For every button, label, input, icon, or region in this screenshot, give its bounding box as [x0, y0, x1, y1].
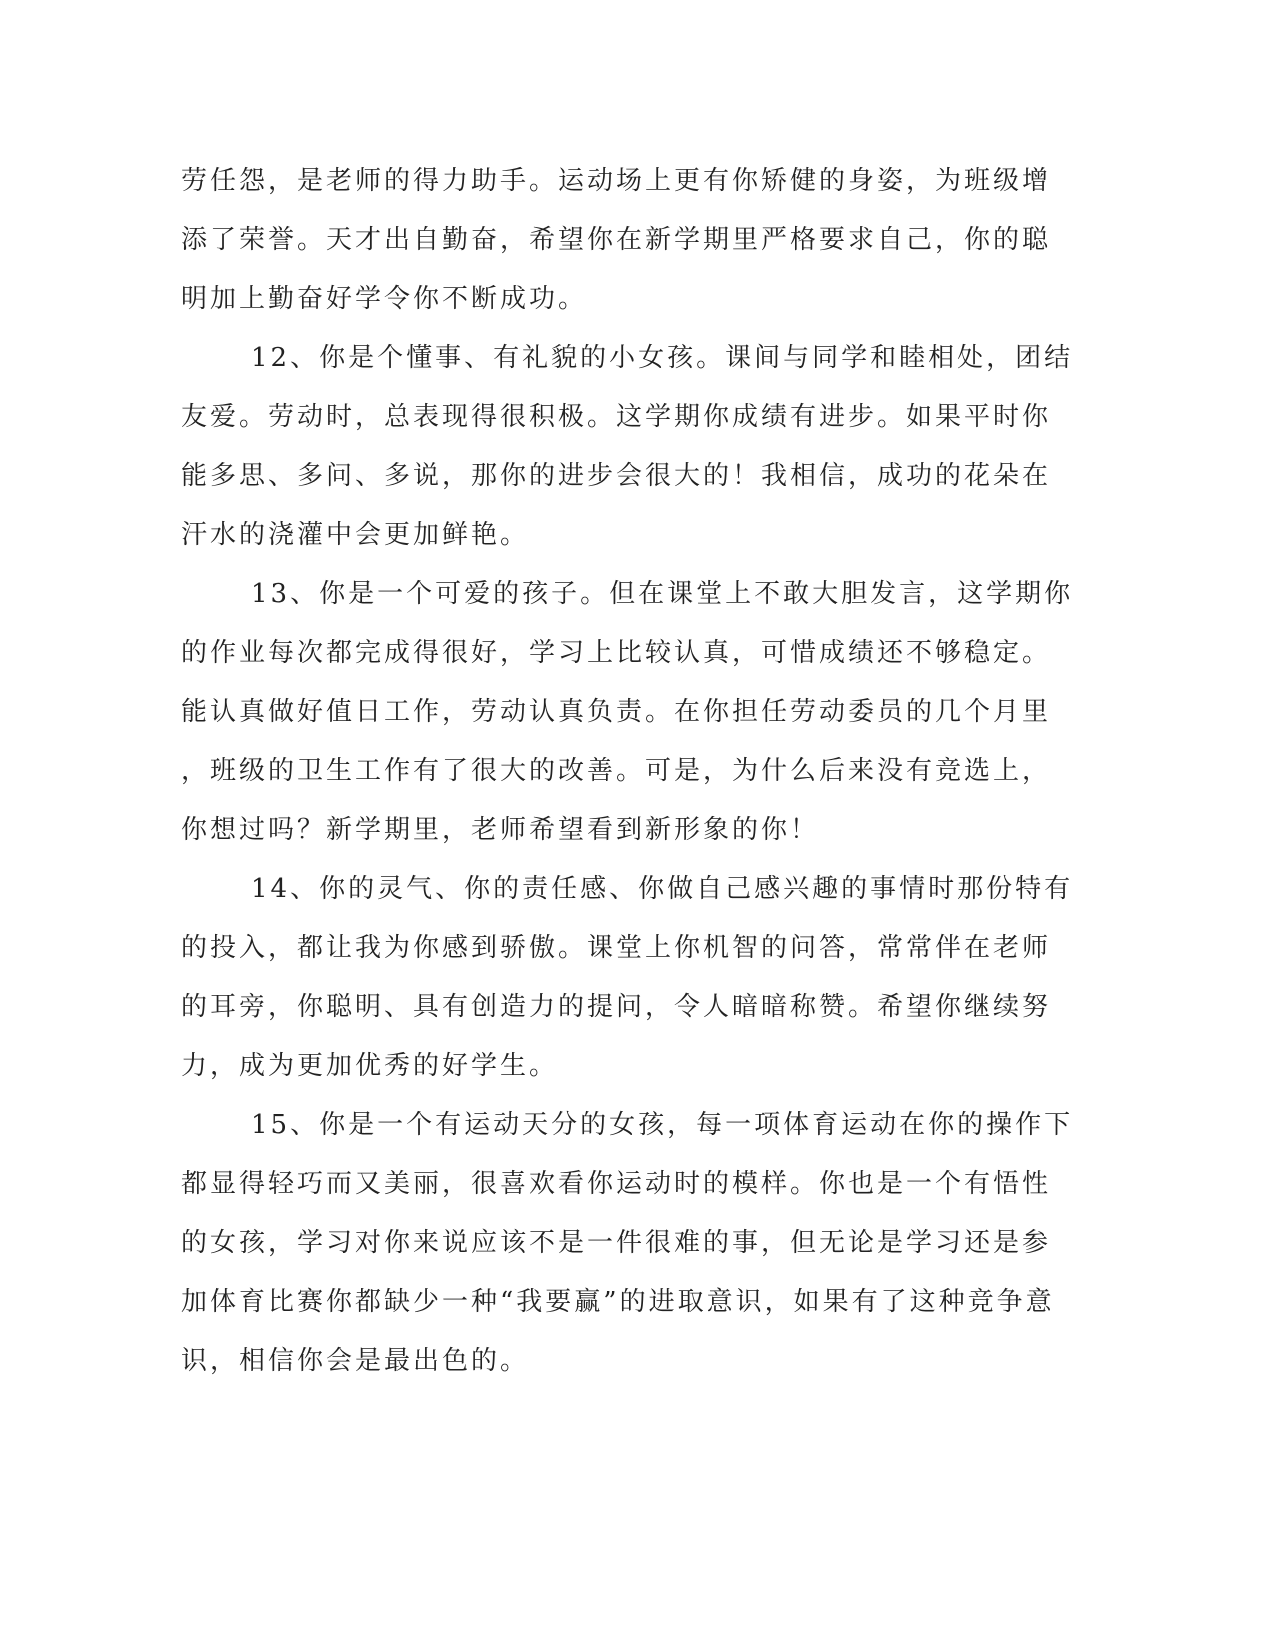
text-line: 加体育比赛你都缺少一种“我要赢”的进取意识，如果有了这种竞争意 [181, 1287, 1055, 1317]
paragraph-13-start: 13、你是一个可爱的孩子。但在课堂上不敢大胆发言，这学期你 [251, 579, 1074, 609]
text-line: 力，成为更加优秀的好学生。 [181, 1051, 559, 1081]
text-line: 的投入，都让我为你感到骄傲。课堂上你机智的问答，常常伴在老师 [181, 933, 1052, 963]
text-line: 的作业每次都完成得很好，学习上比较认真，可惜成绩还不够稳定。 [181, 638, 1052, 668]
text-line: 添了荣誉。天才出自勤奋，希望你在新学期里严格要求自己，你的聪 [181, 225, 1052, 255]
text-line: 的耳旁，你聪明、具有创造力的提问，令人暗暗称赞。希望你继续努 [181, 992, 1052, 1022]
text-line: 能多思、多问、多说，那你的进步会很大的！我相信，成功的花朵在 [181, 461, 1052, 491]
paragraph-12-start: 12、你是个懂事、有礼貌的小女孩。课间与同学和睦相处，团结 [251, 343, 1074, 373]
text-line: ，班级的卫生工作有了很大的改善。可是，为什么后来没有竞选上， [181, 756, 1052, 786]
text-line: 友爱。劳动时，总表现得很积极。这学期你成绩有进步。如果平时你 [181, 402, 1052, 432]
text-line: 你想过吗？新学期里，老师希望看到新形象的你！ [181, 815, 820, 845]
text-line: 识，相信你会是最出色的。 [181, 1346, 530, 1376]
text-line: 明加上勤奋好学令你不断成功。 [181, 284, 588, 314]
document-body [181, 152, 1074, 1391]
text-line: 劳任怨，是老师的得力助手。运动场上更有你矫健的身姿，为班级增 [181, 166, 1052, 196]
text-line: 汗水的浇灌中会更加鲜艳。 [181, 520, 530, 550]
paragraph-14-start: 14、你的灵气、你的责任感、你做自己感兴趣的事情时那份特有 [251, 874, 1074, 904]
text-line: 的女孩，学习对你来说应该不是一件很难的事，但无论是学习还是参 [181, 1228, 1052, 1258]
paragraph-15-start: 15、你是一个有运动天分的女孩，每一项体育运动在你的操作下 [251, 1110, 1074, 1140]
text-line: 能认真做好值日工作，劳动认真负责。在你担任劳动委员的几个月里 [181, 697, 1052, 727]
text-line: 都显得轻巧而又美丽，很喜欢看你运动时的模样。你也是一个有悟性 [181, 1169, 1052, 1199]
